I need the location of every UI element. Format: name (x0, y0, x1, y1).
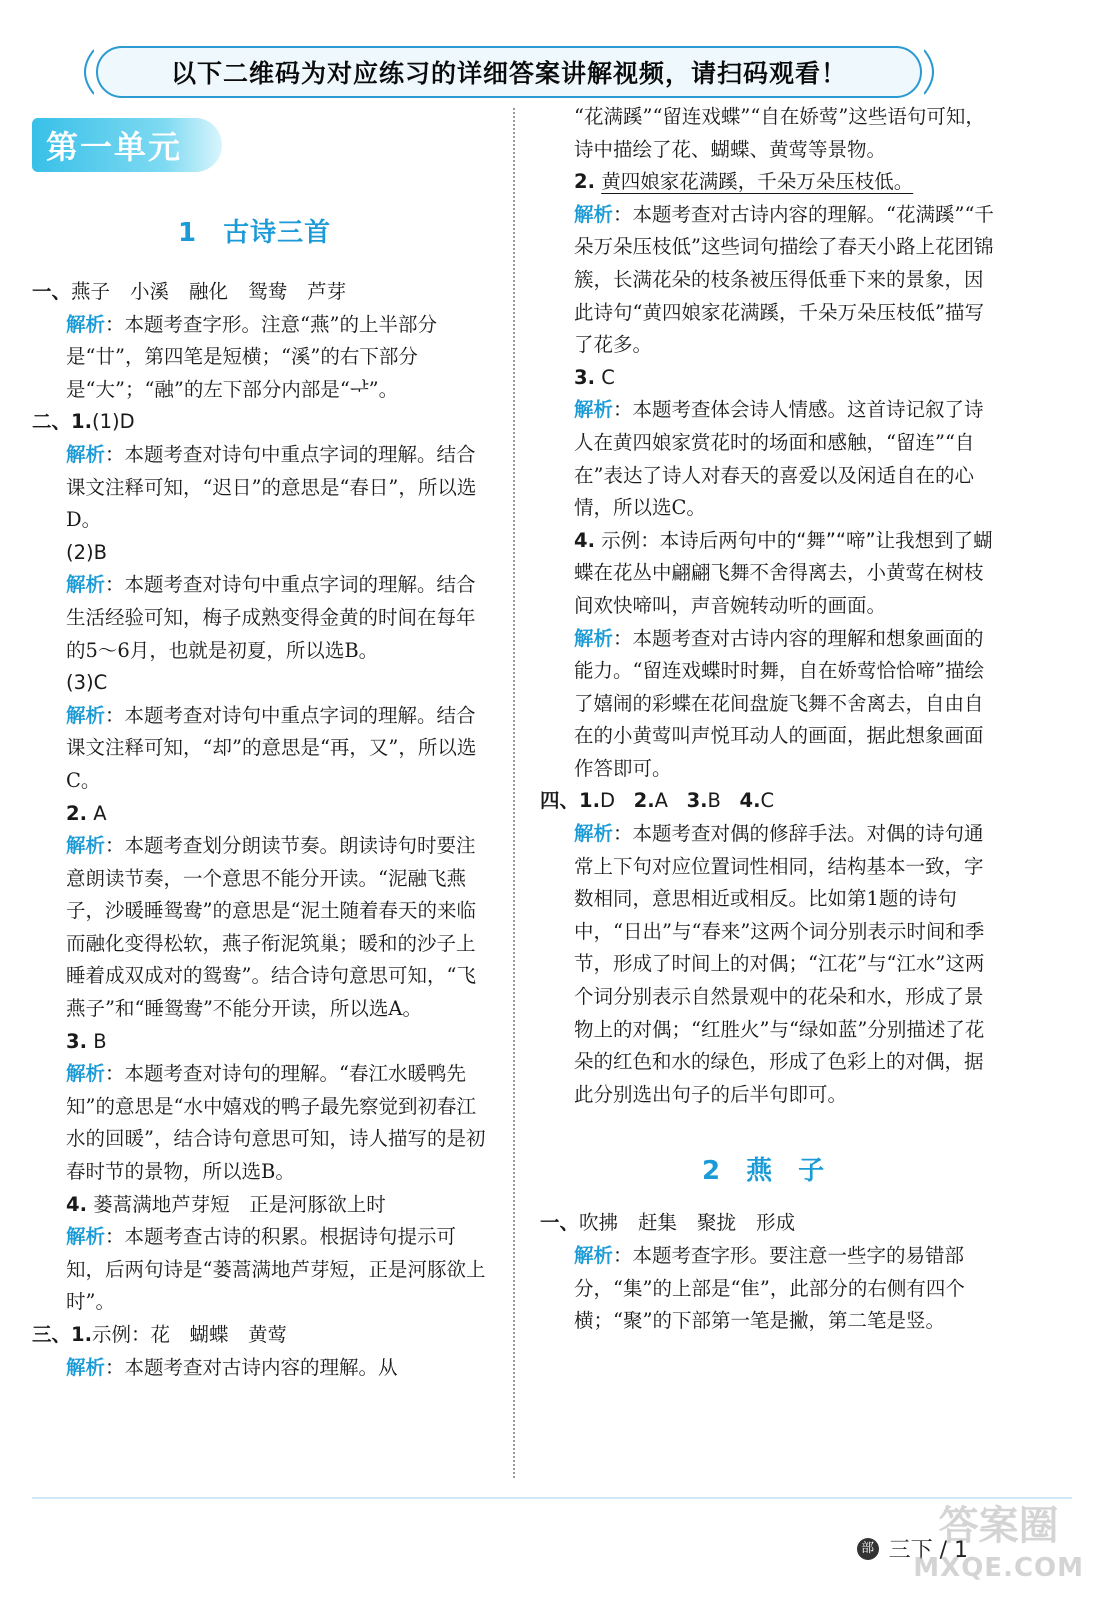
section-1-answer (32, 276, 490, 309)
section-1-label: 一、 (540, 1211, 580, 1235)
lesson-2-number: 2 (702, 1156, 721, 1187)
answer: 蒌蒿满地芦芽短 正是河豚欲上时 (93, 1192, 386, 1216)
analysis (32, 1058, 490, 1188)
question-number: 3. (66, 1029, 87, 1053)
word: 芦芽 (307, 280, 347, 303)
analysis (32, 700, 490, 798)
question-4 (32, 1189, 490, 1222)
analysis-label: 解析 (66, 1355, 106, 1379)
question-number: 4. (574, 528, 595, 552)
analysis-label: 解析 (66, 834, 106, 858)
word: 小溪 (130, 280, 170, 303)
question-2 (540, 166, 996, 199)
section-1-label: 一、 (32, 280, 72, 303)
analysis-text: ：本题考查对古诗内容的理解和想象画面的能力。“留连戏蝶时时舞，自在娇莺恰恰啼”描绘了嬉闹的彩蝶在花间盘旋飞舞不舍离去，自由自在的小黄莺叫声悦耳动人的画面，据此想象画面作答即可。 (574, 626, 984, 780)
analysis-label: 解析 (66, 312, 106, 336)
word: 燕子 (71, 280, 111, 303)
lesson-1-title (178, 212, 331, 249)
analysis (32, 830, 490, 1026)
watermark (913, 1505, 1084, 1589)
word: 融化 (189, 280, 229, 303)
analysis-label: 解析 (574, 398, 614, 422)
section-4-label: 四、 (540, 789, 580, 813)
question-number: 4. (739, 789, 761, 813)
question-2 (32, 798, 490, 831)
analysis-text: ：本题考查古诗的积累。根据诗句提示可知，后两句诗是“蒌蒿满地芦芽短，正是河豚欲上时”。 (66, 1225, 486, 1314)
right-column (540, 101, 996, 1338)
question-number: 1. (71, 410, 92, 434)
analysis-text: ：本题考查对诗句中重点字词的理解。结合课文注释可知，“迟日”的意思是“春日”，所以选D。 (66, 442, 477, 532)
analysis (32, 1221, 490, 1319)
answer: 示例：花 蝴蝶 黄莺 (92, 1323, 288, 1346)
analysis (32, 569, 490, 667)
analysis (540, 394, 996, 524)
question-number: 2. (66, 801, 87, 825)
edition-badge: 部 (857, 1538, 879, 1560)
lesson-1-number: 1 (178, 218, 198, 248)
lesson-2-title (540, 1151, 996, 1191)
word: 形成 (756, 1211, 796, 1235)
analysis-text: ：本题考查对诗句的理解。“春江水暖鸭先知”的意思是“水中嬉戏的鸭子最先察觉到初春江水的回暖”，结合诗句意思可知，诗人描写的是初春时节的景物，所以选B。 (66, 1062, 486, 1184)
analysis-text: ：本题考查对偶的修辞手法。对偶的诗句通常上下句对应位置词性相同，结构基本一致，字数相同，意思相近或相反。比如第1题的诗句中，“日出”与“春来”这两个词分别表示时间和季节，形成了时间上的对偶；“江花”与“江水”这两个词分别表示自然景观中的花朵和水，形成了景物上的对偶；“红胜火”与“绿如蓝”分别描述了花朵的红色和水的绿色，形成了色彩上的对偶，据此分别选出句子的后半句即可。 (574, 822, 985, 1106)
answer: A (93, 801, 107, 825)
answer: (2)B (66, 540, 107, 564)
question-number: 2. (574, 170, 595, 194)
analysis-text: ：本题考查对诗句中重点字词的理解。结合课文注释可知，“却”的意思是“再，又”，所以选C。 (66, 703, 477, 792)
section-3-label: 三、 (32, 1323, 72, 1346)
banner-text: 以下二维码为对应练习的详细答案讲解视频，请扫码观看！ (170, 59, 847, 88)
answer: 黄四娘家花满蹊，千朵万朵压枝低。 (601, 170, 914, 194)
analysis-label: 解析 (66, 1062, 106, 1086)
banner-left-tail-icon (74, 46, 94, 98)
page-number: 三下 / 1 (888, 1538, 968, 1563)
analysis-label: 解析 (574, 626, 614, 650)
question-number: 1. (71, 1323, 92, 1346)
question-3 (32, 1026, 490, 1059)
answer: D (600, 789, 616, 813)
analysis-label: 解析 (574, 822, 614, 846)
analysis (540, 623, 996, 786)
answer: A (654, 789, 668, 813)
analysis-label: 解析 (66, 442, 106, 466)
question-3 (540, 362, 996, 395)
answer: B (707, 789, 721, 813)
banner-right-tail-icon (924, 46, 944, 98)
word: 聚拢 (697, 1211, 737, 1235)
answer: C (601, 365, 615, 389)
analysis-label: 解析 (66, 573, 106, 597)
analysis-label: 解析 (574, 202, 614, 226)
answer: B (93, 1029, 107, 1053)
column-divider (513, 108, 515, 1478)
answer: (3)C (66, 671, 108, 695)
question-number: 4. (66, 1192, 87, 1216)
analysis (32, 309, 490, 407)
question-number: 3. (574, 365, 595, 389)
analysis-text: ：本题考查字形。注意“燕”的上半部分是“廿”，第四笔是短横；“溪”的右下部分是“大”；“融”的左下部分内部是“ᅷ”。 (66, 312, 437, 401)
analysis-text: ：本题考查字形。要注意一些字的易错部分，“集”的上部是“隹”，此部分的右侧有四个横；“聚”的下部第一笔是撇，第二笔是竖。 (574, 1244, 965, 1333)
question-4 (540, 525, 996, 623)
answer: (1)D (92, 410, 135, 434)
analysis-text: ：本题考查体会诗人情感。这首诗记叙了诗人在黄四娘家赏花时的场面和感触，“留连”“自在”表达了诗人对春天的喜爱以及闲适自在的心情，所以选C。 (574, 398, 984, 520)
analysis-continued: “花满蹊”“留连戏蝶”“自在娇莺”这些语句可知，诗中描绘了花、蝴蝶、黄莺等景物。 (574, 105, 985, 161)
analysis (32, 1352, 490, 1385)
question-number: 1. (579, 789, 600, 813)
lesson-2-section-1-answer (540, 1207, 996, 1240)
analysis (540, 199, 996, 362)
video-banner (96, 46, 922, 98)
unit-title: 第一单元 (32, 118, 222, 172)
lesson-1-name: 古诗三首 (223, 218, 332, 248)
section-3-q1 (32, 1319, 490, 1352)
analysis (540, 818, 996, 1111)
analysis-text: ：本题考查划分朗读节奏。朗读诗句时要注意朗读节奏，一个意思不能分开读。“泥融飞燕子，沙暖睡鸳鸯”的意思是“泥土随着春天的来临而融化变得松软，燕子衔泥筑巢；暖和的沙子上睡着成双成对的鸳鸯”。结合诗句意思可知，“飞燕子”和“睡鸳鸯”不能分开读，所以选A。 (66, 834, 476, 1021)
analysis (32, 439, 490, 537)
question-number: 2. (633, 789, 655, 813)
answer: C (760, 789, 775, 813)
analysis-text: ：本题考查对诗句中重点字词的理解。结合生活经验可知，梅子成熟变得金黄的时间在每年的5～6月，也就是初夏，所以选B。 (66, 573, 476, 662)
analysis-label: 解析 (66, 703, 106, 727)
word: 鸳鸯 (248, 280, 288, 303)
answer: 示例：本诗后两句中的“舞”“啼”让我想到了蝴蝶在花丛中翩翩飞舞不舍得离去，小黄莺在树枝间欢快啼叫，声音婉转动听的画面。 (574, 528, 993, 617)
section-4-answers (540, 785, 996, 818)
watermark-line-2: MXQE.COM (913, 1553, 1084, 1583)
left-column (32, 276, 490, 1384)
analysis-text: ：本题考查对古诗内容的理解。从 (105, 1355, 398, 1379)
section-2-q1 (32, 406, 490, 439)
question-number: 3. (686, 789, 708, 813)
analysis-label: 解析 (66, 1225, 106, 1249)
section-2-label: 二、 (32, 410, 72, 434)
analysis-text: ：本题考查对古诗内容的理解。“花满蹊”“千朵万朵压枝低”这些词句描绘了春天小路上花团锦簇，长满花朵的枝条被压得低垂下来的景象，因此诗句“黄四娘家花满蹊，千朵万朵压枝低”描写了花多。 (574, 202, 994, 357)
analysis-label: 解析 (574, 1244, 614, 1267)
footer-rule (32, 1497, 1072, 1499)
analysis (540, 1240, 996, 1338)
lesson-2-name: 燕 子 (746, 1156, 825, 1187)
word: 赶集 (638, 1211, 678, 1235)
word: 吹拂 (579, 1211, 619, 1235)
watermark-line-1: 答案圈 (938, 1503, 1059, 1549)
